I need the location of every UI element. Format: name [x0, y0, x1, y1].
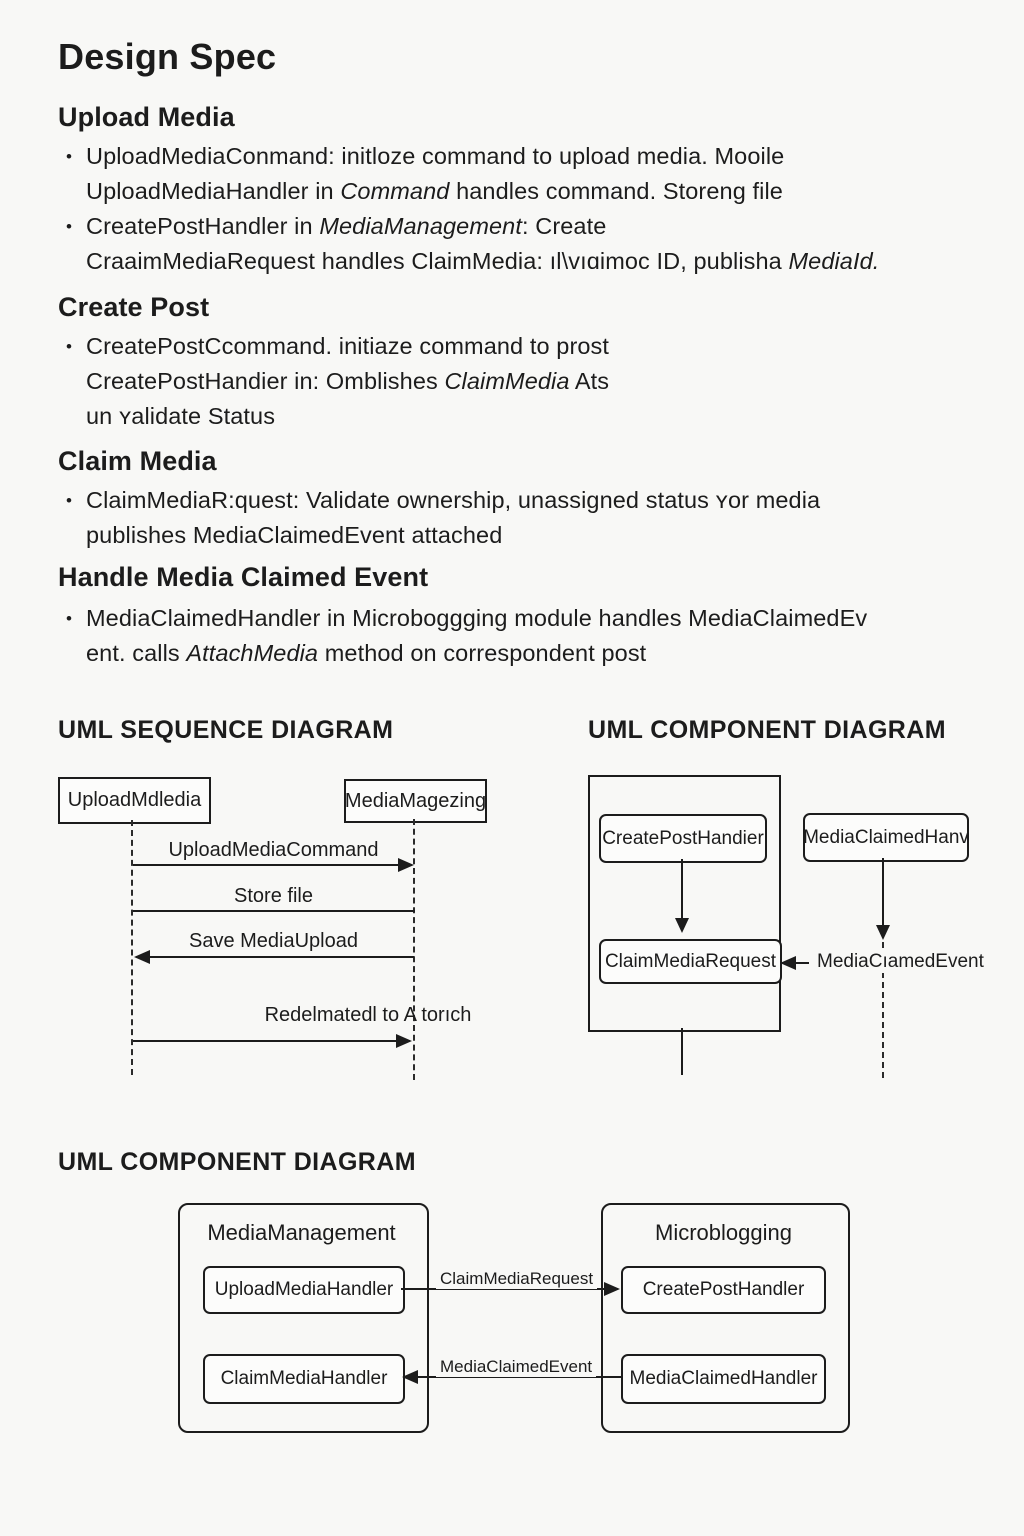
message-arrow-right [133, 1040, 410, 1042]
handle-media-claimed-bullet-list [60, 601, 960, 671]
message-arrow-left [136, 956, 414, 958]
component-box-mediaclaimedhandler: MediaClaimedHanv [803, 813, 969, 862]
bullet-line: UploadMediaHandler in Command handles command. Storeng file [86, 178, 783, 204]
upload-media-bullet-list [60, 139, 960, 279]
bullet-line: CreatePostHandier in: Omblishes ClaimMedia Ats [86, 368, 610, 394]
bullet-line: publishes MediaClaimedEvent attached [86, 522, 503, 548]
section-heading-upload-media: Upload Media [58, 102, 235, 132]
bullet-line: un ʏalidate Status [86, 403, 276, 429]
sequence-actor-mediamanaging: MediaMagezing [344, 779, 487, 823]
bullet-item [60, 329, 960, 434]
bullet-line: • CreatePostCcommand. initiaze command to prost [86, 333, 610, 359]
event-label: MediaCıamedEvent [813, 951, 988, 973]
event-arrow-left [782, 962, 809, 964]
component-box-uploadmediahandler: UploadMediaHandler [203, 1266, 405, 1314]
container-title-microblogging: Microblogging [655, 1220, 792, 1245]
message-label: Store file [234, 885, 313, 907]
container-title-mediamanagement: MediaManagement [207, 1220, 396, 1245]
create-post-bullet-list [60, 329, 960, 434]
message-label: Redelmatedl to A torıch [264, 1004, 472, 1026]
claim-media-bullet-list [60, 483, 960, 553]
bullet-line: • CreatePostHandler in MediaManagement: Create [86, 213, 607, 239]
message-arrow-right [133, 864, 412, 866]
bullet-line: • MediaClaimedHandler in Microboggging module handles MediaClaimedEv [86, 605, 868, 631]
bullet-item [60, 601, 960, 671]
bullet-item [60, 209, 960, 279]
section-heading-claim-media: Claim Media [58, 446, 217, 476]
connector-line-below-container [681, 1028, 683, 1075]
component-diagram-top-title: UML COMPONENT DIAGRAM [588, 716, 946, 744]
message-line [133, 910, 415, 912]
component-box-createposthandler: CreatePostHandier [599, 814, 767, 863]
sequence-diagram-title: UML SEQUENCE DIAGRAM [58, 716, 394, 744]
bullet-line: • ClaimMediaR:quest: Validate ownership, unassigned status ʏor media [86, 487, 821, 513]
bullet-line: CraaimMediaRequest handles ClaimMedia: ıl\vıɑimoc ID, publisha MediaId. [86, 248, 880, 274]
section-heading-create-post: Create Post [58, 292, 210, 322]
component-diagram-bottom-title: UML COMPONENT DIAGRAM [58, 1148, 416, 1176]
message-label: Save MediaUpload [189, 930, 358, 952]
page-title: Design Spec [58, 36, 277, 77]
component-box-claimmediarequest: ClaimMediaRequest [599, 939, 782, 984]
bullet-item [60, 139, 960, 209]
sequence-actor-uploadmedia: UploadMdledia [58, 777, 211, 824]
component-box-claimmediahandler: ClaimMediaHandler [203, 1354, 405, 1404]
bullet-line: ent. calls AttachMedia method on correspondent post [86, 640, 647, 666]
component-box-createposthandler: CreatePostHandler [621, 1266, 826, 1314]
bullet-item [60, 483, 960, 553]
component-box-mediaclaimedhandler: MediaClaimedHandler [621, 1354, 826, 1404]
arrow-down [681, 859, 683, 931]
bullet-line: • UploadMediaConmand: initloze command to upload media. Mooile [86, 143, 785, 169]
edge-label-claimmediarequest: ClaimMediaRequest [436, 1269, 597, 1289]
arrow-down [882, 858, 884, 938]
section-heading-handle-media-claimed-event: Handle Media Claimed Event [58, 562, 429, 592]
edge-label-mediaclaimedevent: MediaClaimedEvent [436, 1357, 596, 1377]
message-label: UploadMediaCommand [168, 839, 379, 861]
